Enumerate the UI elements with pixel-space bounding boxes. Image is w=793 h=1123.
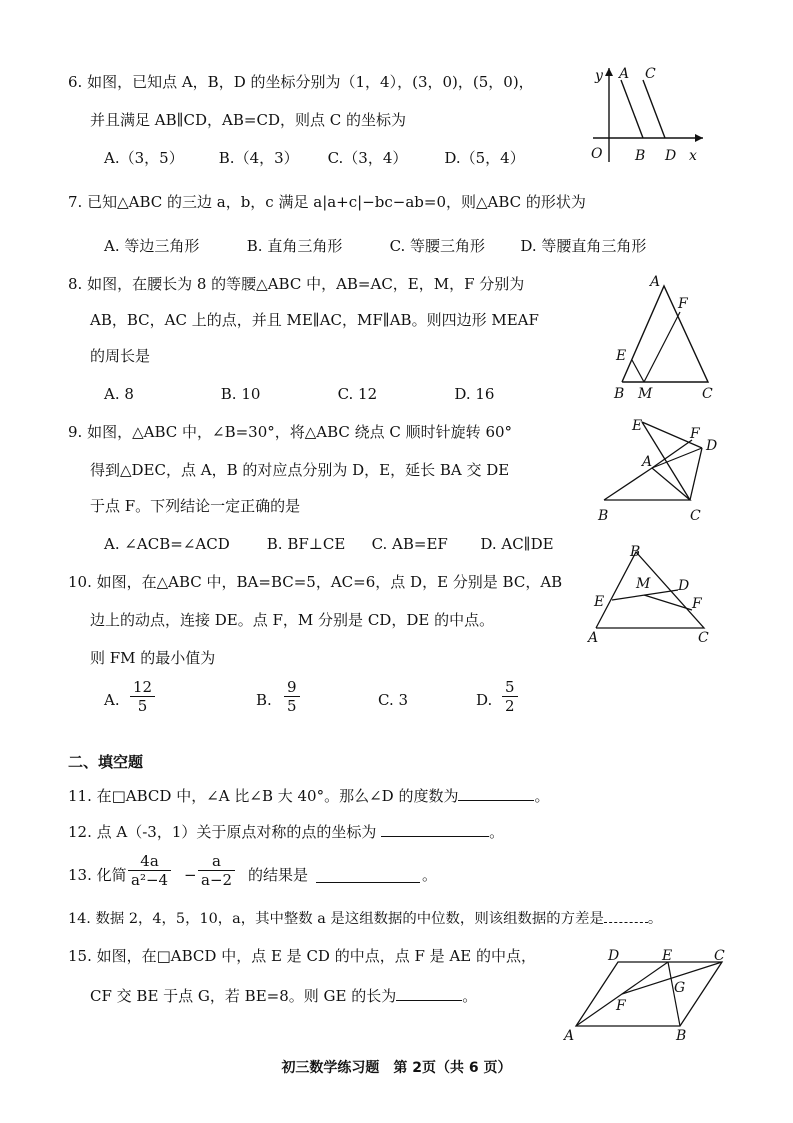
q8-choice-b: B. 10: [220, 385, 261, 403]
q13-frac2-num: a: [198, 852, 235, 871]
q10-fig-b: B: [630, 544, 641, 560]
q15-line2-text: CF 交 BE 于点 G，若 BE=8。则 GE 的长为: [90, 987, 397, 1005]
q12: [68, 822, 504, 842]
q9-choice-c: C. AB=EF: [371, 535, 448, 553]
q14-end: 。: [647, 911, 663, 927]
q15-answer-blank[interactable]: [396, 986, 462, 1001]
q10-choice-b-den: 5: [287, 697, 297, 715]
q10-fig-f: F: [692, 596, 702, 612]
q9-line3: 于点 F。下列结论一定正确的是: [90, 497, 301, 515]
q10-choice-b-frac: [284, 678, 300, 715]
q15-line2: [90, 986, 477, 1006]
q10-line1: 10. 如图，在△ABC 中，BA=BC=5，AC=6，点 D，E 分别是 BC，AB: [68, 573, 563, 591]
q10-choice-b-num: 9: [284, 678, 300, 697]
q6-choices: [104, 148, 525, 168]
q6-choice-a: A.（3，5）: [104, 149, 184, 167]
q7-choice-a: A. 等边三角形: [104, 237, 200, 255]
q10-fig-m: M: [636, 576, 651, 592]
q12-answer-blank[interactable]: [381, 822, 489, 837]
q13-end: 。: [422, 866, 438, 884]
q15-fig-f: F: [616, 998, 626, 1014]
q10-choice-c: C. 3: [378, 691, 409, 709]
q9-fig-e: E: [632, 418, 643, 434]
q15-fig-c: C: [714, 948, 725, 964]
q11-text: 11. 在□ABCD 中，∠A 比∠B 大 40°。那么∠D 的度数为: [68, 787, 459, 805]
q10-choice-a-num: 12: [130, 678, 155, 697]
q6-fig-b: B: [635, 148, 646, 164]
q8-figure: [606, 274, 730, 404]
q10-line2: 边上的动点，连接 DE。点 F，M 分别是 CD，DE 的中点。: [90, 611, 495, 629]
q12-end: 。: [489, 823, 505, 841]
q10-choice-d-den: 2: [505, 697, 515, 715]
q14: [68, 908, 662, 929]
q10-choice-d-label: D.: [476, 691, 493, 709]
q6-choice-b: B.（4，3）: [218, 149, 299, 167]
q7-choices: [104, 236, 646, 256]
q9-choice-a: A. ∠ACB=∠ACD: [104, 535, 230, 553]
q6-choice-c: C.（3，4）: [327, 149, 408, 167]
q9-fig-d: D: [706, 438, 718, 454]
q10-fig-d: D: [678, 578, 690, 594]
q12-text: 12. 点 A（-3，1）关于原点对称的点的坐标为: [68, 823, 377, 841]
q7-choice-c: C. 等腰三角形: [389, 237, 486, 255]
q9-choice-b: B. BF⊥CE: [266, 535, 346, 553]
q6-figure: [585, 62, 705, 168]
q15-fig-b: B: [676, 1028, 687, 1044]
q11-end: 。: [534, 787, 550, 805]
q7-choice-b: B. 直角三角形: [246, 237, 343, 255]
q6-fig-y: y: [595, 68, 603, 84]
q8-choices: [104, 384, 494, 404]
q6-choice-d: D.（5，4）: [444, 149, 525, 167]
section-fill-in-title: 二、填空题: [68, 753, 144, 771]
q6-fig-x: x: [689, 148, 697, 164]
q13-frac2-den: a−2: [201, 871, 233, 889]
q10-fig-e: E: [594, 594, 605, 610]
q14-text: 14. 数据 2，4，5，10，a，其中整数 a 是这组数据的中位数，则该组数据的方差是: [68, 911, 604, 927]
q10-choice-d-frac: [502, 678, 518, 715]
q8-fig-c: C: [702, 386, 713, 402]
q6-fig-d: D: [665, 148, 677, 164]
q11-answer-blank[interactable]: [458, 786, 534, 801]
q10-choice-a-label: A.: [104, 691, 120, 709]
q8-choice-a: A. 8: [104, 385, 134, 403]
q9-line2: 得到△DEC，点 A，B 的对应点分别为 D，E，延长 BA 交 DE: [90, 461, 510, 479]
q8-line1: 8. 如图，在腰长为 8 的等腰△ABC 中，AB=AC，E，M，F 分别为: [68, 275, 525, 293]
q15-fig-g: G: [674, 980, 686, 996]
q11: [68, 786, 549, 806]
q8-fig-e: E: [616, 348, 627, 364]
q13-mid: 的结果是: [248, 866, 309, 884]
q15-fig-a: A: [564, 1028, 575, 1044]
q10-choice-b-label: B.: [256, 691, 272, 709]
q8-line3: 的周长是: [90, 347, 151, 365]
q6-line2: 并且满足 AB∥CD，AB=CD，则点 C 的坐标为: [90, 111, 406, 129]
q13-frac1: [128, 852, 171, 889]
q13-text: 13. 化简: [68, 866, 127, 884]
q13-frac1-num: 4a: [128, 852, 171, 871]
q15-figure: [562, 944, 732, 1044]
q9-fig-b: B: [598, 508, 609, 524]
q9-choice-d: D. AC∥DE: [480, 535, 554, 553]
q10-choice-a-frac: [130, 678, 155, 715]
q8-choice-d: D. 16: [454, 385, 495, 403]
q7-choice-d: D. 等腰直角三角形: [520, 237, 647, 255]
q13-frac2: [198, 852, 235, 889]
q6-fig-o: O: [591, 146, 603, 162]
page-footer: 初三数学练习题 第 2页（共 6 页）: [281, 1060, 512, 1076]
q8-fig-m: M: [638, 386, 653, 402]
q10-line3: 则 FM 的最小值为: [90, 649, 216, 667]
q15-fig-d: D: [608, 948, 620, 964]
q9-fig-a: A: [642, 454, 653, 470]
q7-line1: 7. 已知△ABC 的三边 a，b，c 满足 a|a+c|−bc−ab=0，则△ABC 的形状为: [68, 193, 586, 211]
q13-answer-blank[interactable]: [316, 868, 420, 883]
q15-line1: 15. 如图，在□ABCD 中，点 E 是 CD 的中点，点 F 是 AE 的中点，: [68, 947, 536, 965]
q8-line2: AB，BC，AC 上的点，并且 ME∥AC，MF∥AB。则四边形 MEAF: [90, 311, 539, 329]
q10-fig-c: C: [698, 630, 709, 646]
q9-line1: 9. 如图，△ABC 中，∠B=30°，将△ABC 绕点 C 顺时针旋转 60°: [68, 423, 513, 441]
q10-fig-a: A: [588, 630, 599, 646]
q6-fig-a: A: [619, 66, 630, 82]
q10-choice-a-den: 5: [137, 697, 148, 715]
q13-minus: −: [184, 866, 197, 884]
q6-fig-c: C: [645, 66, 656, 82]
q15-end: 。: [462, 987, 478, 1005]
q8-fig-f: F: [678, 296, 688, 312]
q10-choice-d-num: 5: [502, 678, 518, 697]
q9-fig-f: F: [690, 426, 700, 442]
q6-line1: 6. 如图，已知点 A，B，D 的坐标分别为（1，4），(3，0)，(5，0)，: [68, 73, 534, 91]
q8-fig-a: A: [650, 274, 661, 290]
q14-answer-blank[interactable]: [604, 908, 648, 923]
q8-fig-b: B: [614, 386, 625, 402]
q8-choice-c: C. 12: [337, 385, 378, 403]
q9-choices: [104, 534, 554, 554]
q10-figure: [586, 542, 716, 650]
q15-fig-e: E: [662, 948, 673, 964]
q9-fig-c: C: [690, 508, 701, 524]
q9-figure: [592, 412, 728, 528]
q13-frac1-den: a²−4: [131, 871, 169, 889]
